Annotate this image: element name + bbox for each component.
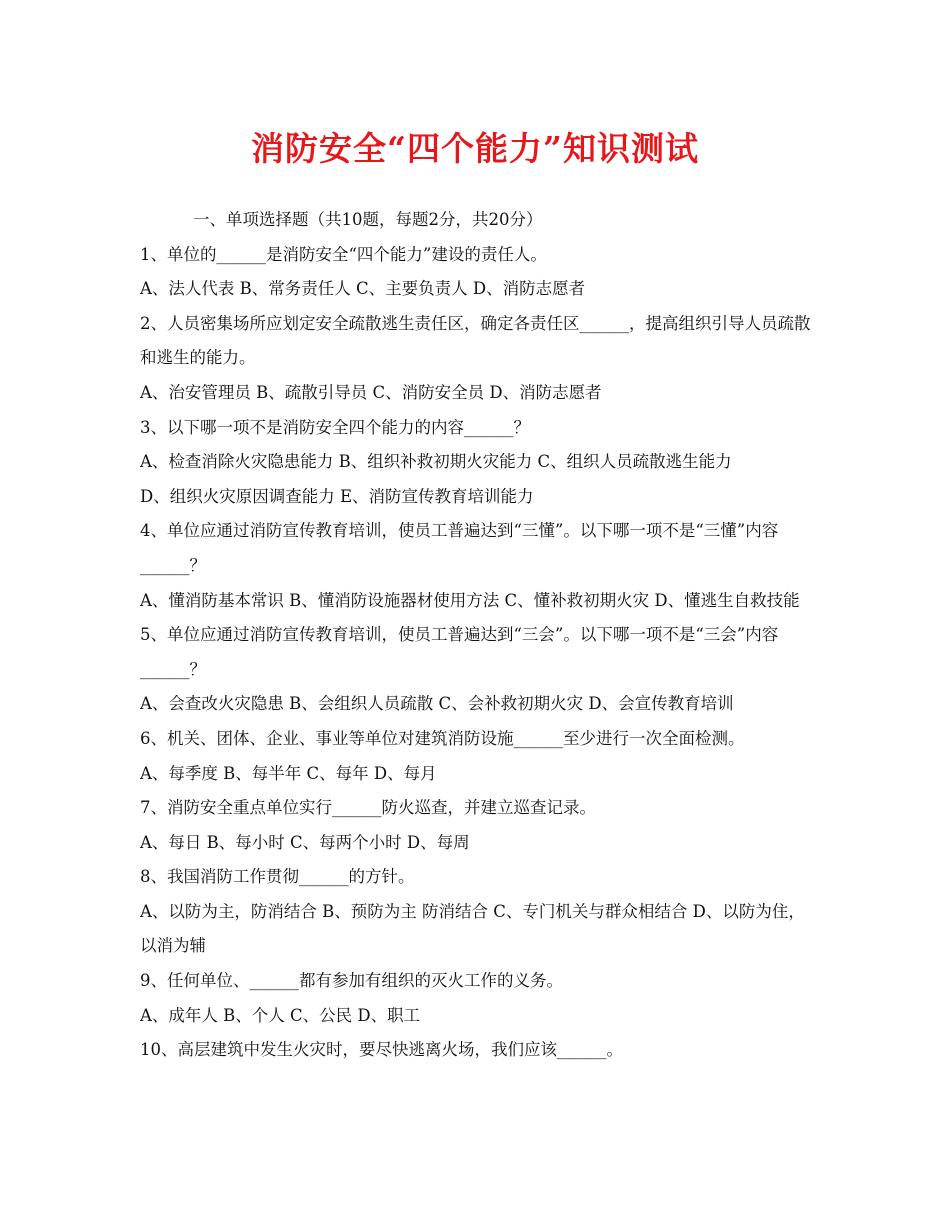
question-9-options: A、成年人 B、个人 C、公民 D、职工 xyxy=(140,1005,421,1025)
question-1-stem: 1、单位的______是消防安全“四个能力”建设的责任人。 xyxy=(140,244,547,264)
question-5-options: A、会查改火灾隐患 B、会组织人员疏散 C、会补救初期火灾 D、会宣传教育培训 xyxy=(140,694,734,714)
question-3-stem: 3、以下哪一项不是消防安全四个能力的内容______？ xyxy=(140,417,530,437)
question-5-stem: 5、单位应通过消防宣传教育培训，使员工普遍达到“三会”。以下哪一项不是“三会”内容______？ xyxy=(140,625,779,679)
question-2-options: A、治安管理员 B、疏散引导员 C、消防安全员 D、消防志愿者 xyxy=(140,382,602,402)
question-6-options: A、每季度 B、每半年 C、每年 D、每月 xyxy=(140,763,437,783)
document-body xyxy=(140,203,816,1068)
question-4-options: A、懂消防基本常识 B、懂消防设施器材使用方法 C、懂补救初期火灾 D、懂逃生自救技能 xyxy=(140,590,800,610)
document-title: 消防安全“四个能力”知识测试 xyxy=(251,129,699,168)
question-7-stem: 7、消防安全重点单位实行______防火巡查，并建立巡查记录。 xyxy=(140,798,596,818)
question-9-stem: 9、任何单位、______都有参加有组织的灭火工作的义务。 xyxy=(140,971,563,991)
question-4-stem: 4、单位应通过消防宣传教育培训，使员工普遍达到“三懂”。以下哪一项不是“三懂”内容______？ xyxy=(140,521,779,575)
question-2-stem: 2、人员密集场所应划定安全疏散逃生责任区，确定各责任区______，提高组织引导人员疏散和逃生的能力。 xyxy=(140,313,811,368)
section-heading: 一、单项选择题（共10题，每题2分，共20分） xyxy=(193,210,543,229)
question-7-options: A、每日 B、每小时 C、每两个小时 D、每周 xyxy=(140,832,470,852)
question-1-options: A、法人代表 B、常务责任人 C、主要负责人 D、消防志愿者 xyxy=(140,279,586,299)
question-8-stem: 8、我国消防工作贯彻______的方针。 xyxy=(140,867,415,887)
question-8-options: A、以防为主，防消结合 B、预防为主 防消结合 C、专门机关与群众相结合 D、以防为住，以消为辅 xyxy=(140,901,805,956)
question-6-stem: 6、机关、团体、企业、事业等单位对建筑消防设施______至少进行一次全面检测。 xyxy=(140,728,745,748)
question-3-options: A、检查消除火灾隐患能力 B、组织补救初期火灾能力 C、组织人员疏散逃生能力 xyxy=(140,452,732,472)
question-10-stem: 10、高层建筑中发生火灾时，要尽快逃离火场，我们应该______。 xyxy=(140,1040,623,1060)
question-3-options-continued: D、组织火灾原因调查能力 E、消防宣传教育培训能力 xyxy=(140,486,534,506)
